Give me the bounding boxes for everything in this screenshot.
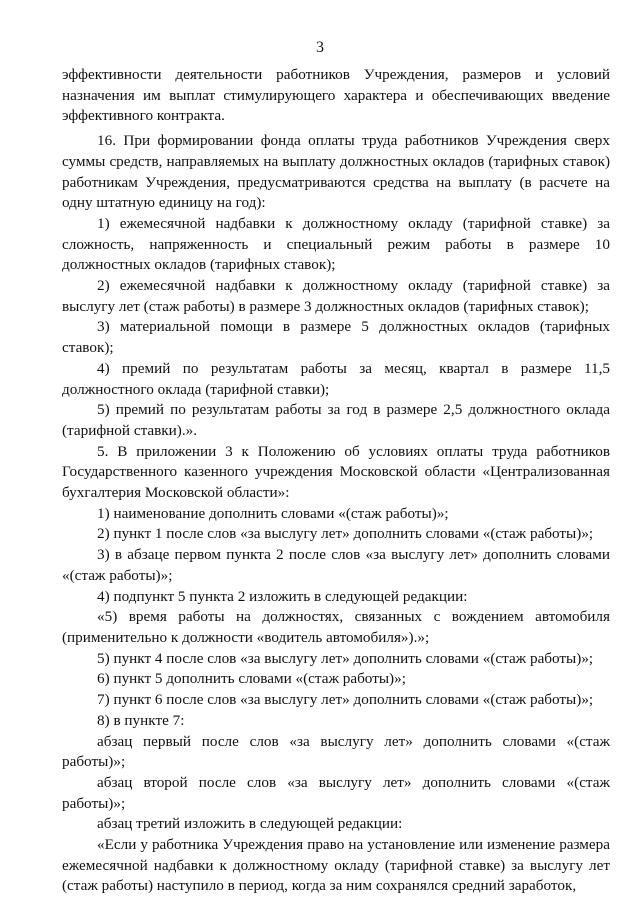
quoted-paragraph: «Если у работника Учреждения право на установление или изменение размера ежемесячной надбавки к должностному окладу (тарифной ставке) за выслугу лет (стаж работы) наступило в период, когда за ним сохранялся средний заработок,: [62, 836, 610, 895]
list-item: 3) в абзаце первом пункта 2 после слов «за выслугу лет» дополнить словами «(стаж работы)»;: [62, 546, 610, 584]
list-item: 5) пункт 4 после слов «за выслугу лет» дополнить словами «(стаж работы)»;: [97, 649, 594, 667]
paragraph: 5. В приложении 3 к Положению об условиях оплаты труда работников Государственного казенного учреждения Московской области «Централизованная бухгалтерия Московской области»:: [62, 442, 610, 502]
list-item: 4) премий по результатам работы за месяц, квартал в размере 11,5 должностного оклада (тарифной ставки);: [62, 359, 610, 398]
paragraph: абзац первый после слов «за выслугу лет» дополнить словами «(стаж работы)»;: [62, 732, 610, 771]
list-item: 6) пункт 5 дополнить словами «(стаж работы)»;: [97, 670, 406, 688]
list-item: 2) ежемесячной надбавки к должностному окладу (тарифной ставке) за выслугу лет (стаж работы) в размере 3 должностных окладов (тарифных ставок);: [62, 277, 610, 315]
document-body: [62, 65, 610, 897]
list-item: 1) ежемесячной надбавки к должностному окладу (тарифной ставке) за сложность, напряженность и специальный режим работы в размере 10 должностных окладов (тарифных ставок);: [62, 214, 610, 274]
list-item: 8) в пункте 7:: [97, 711, 185, 729]
list-item: 4) подпункт 5 пункта 2 изложить в следующей редакции:: [97, 587, 468, 605]
paragraph: 16. При формировании фонда оплаты труда работников Учреждения сверх суммы средств, направляемых на выплату должностных окладов (тарифных ставок) работникам Учреждения, предусматриваются средства на выплату (в расчете на одну штатную единицу на год):: [62, 132, 610, 212]
list-item: 5) премий по результатам работы за год в размере 2,5 должностного оклада (тарифной ставки).».: [62, 401, 610, 439]
paragraph: абзац третий изложить в следующей редакции:: [97, 815, 403, 833]
paragraph: эффективности деятельности работников Учреждения, размеров и условий назначения им выплат стимулирующего характера и обеспечивающих введение эффективного контракта.: [62, 66, 610, 125]
list-item: 3) материальной помощи в размере 5 должностных окладов (тарифных ставок);: [62, 318, 610, 357]
paragraph: абзац второй после слов «за выслугу лет» дополнить словами «(стаж работы)»;: [62, 773, 610, 812]
page-number: 3: [316, 39, 324, 56]
quoted-paragraph: «5) время работы на должностях, связанных с вождением автомобиля (применительно к должности «водитель автомобиля»).»;: [62, 608, 610, 646]
list-item: 2) пункт 1 после слов «за выслугу лет» дополнить словами «(стаж работы)»;: [97, 525, 594, 543]
list-item: 1) наименование дополнить словами «(стаж работы)»;: [97, 504, 449, 522]
list-item: 7) пункт 6 после слов «за выслугу лет» дополнить словами «(стаж работы)»;: [97, 691, 594, 709]
